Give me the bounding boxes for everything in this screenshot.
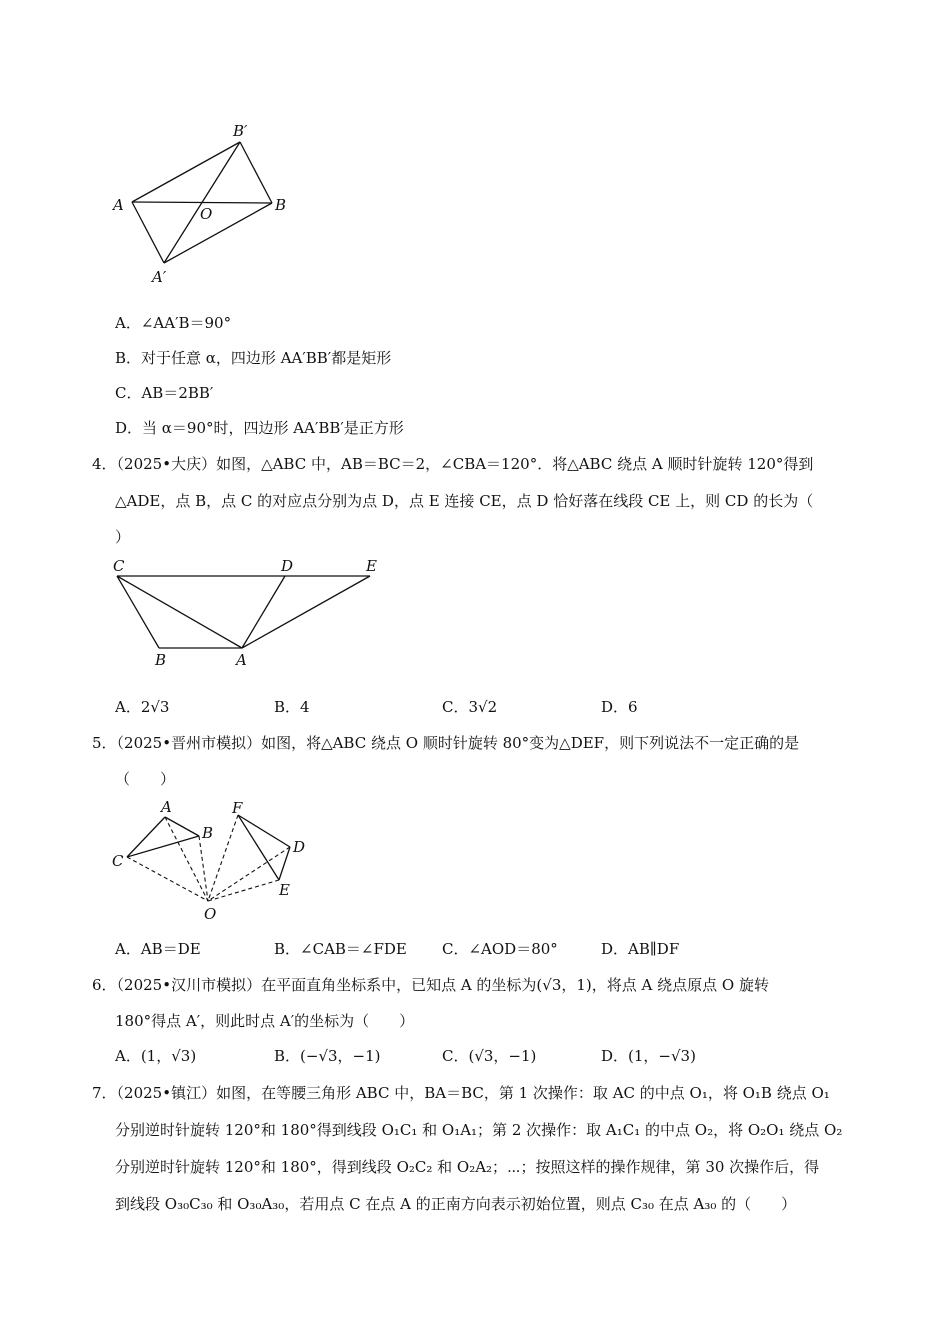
q4-line-3: ） <box>115 528 131 546</box>
q4-label-d: D <box>281 557 294 575</box>
q7-line-4: 到线段 O₃₀C₃₀ 和 O₃₀A₃₀，若用点 C 在点 A 的正南方向表示初始位置，则点 C₃₀ 在点 A₃₀ 的（ ） <box>115 1195 797 1213</box>
q4-line-2: △ADE，点 B，点 C 的对应点分别为点 D，点 E 连接 CE，点 D 恰好落在线段 CE 上，则 CD 的长为（ <box>115 492 814 510</box>
q6-option-b: B．(−√3，−1) <box>274 1047 381 1065</box>
q6-option-d: D．(1，−√3) <box>601 1047 696 1065</box>
q5-label-c: C <box>112 852 124 870</box>
q4-label-a: A <box>236 651 247 669</box>
fig1-label-a: A <box>113 196 124 214</box>
q5-label-b: B <box>202 824 214 842</box>
figure-rotation-rectangle <box>100 115 310 295</box>
q4-option-d: D．6 <box>601 698 638 716</box>
q3-option-b: B．对于任意 α，四边形 AA′BB′都是矩形 <box>115 349 392 367</box>
figure-q4-triangles <box>105 552 395 672</box>
q6-option-c: C．(√3，−1) <box>442 1047 537 1065</box>
q5-line-1: 5．（2025•晋州市模拟）如图，将△ABC 绕点 O 顺时针旋转 80°变为△DEF，则下列说法不一定正确的是 <box>92 734 800 752</box>
figure-q5-rotation <box>105 795 325 930</box>
q7-line-3: 分别逆时针旋转 120°和 180°，得到线段 O₂C₂ 和 O₂A₂；⋯；按照这样的操作规律，第 30 次操作后，得 <box>115 1158 820 1176</box>
q5-option-d: D．AB∥DF <box>601 940 680 958</box>
q5-label-d: D <box>293 838 306 856</box>
q5-option-a: A．AB＝DE <box>115 940 201 958</box>
q5-option-c: C．∠AOD＝80° <box>442 940 558 958</box>
q7-line-2: 分别逆时针旋转 120°和 180°得到线段 O₁C₁ 和 O₁A₁；第 2 次操作：取 A₁C₁ 的中点 O₂，将 O₂O₁ 绕点 O₂ <box>115 1121 843 1139</box>
q6-line-2: 180°得点 A′，则此时点 A′的坐标为（ ） <box>115 1012 415 1030</box>
q5-line-2: （ ） <box>115 770 176 788</box>
q4-label-e: E <box>366 557 377 575</box>
q5-label-f: F <box>232 799 243 817</box>
fig1-label-o: O <box>200 205 213 223</box>
q4-line-1: 4．（2025•大庆）如图，△ABC 中，AB＝BC＝2，∠CBA＝120°．将△ABC 绕点 A 顺时针旋转 120°得到 <box>92 455 814 473</box>
q4-option-a: A．2√3 <box>115 698 170 716</box>
fig1-label-bp: B′ <box>233 122 248 140</box>
q5-label-e: E <box>279 881 290 899</box>
q4-option-c: C．3√2 <box>442 698 498 716</box>
fig1-label-b: B <box>275 196 287 214</box>
q5-label-o: O <box>204 905 217 923</box>
q6-line-1: 6．（2025•汉川市模拟）在平面直角坐标系中，已知点 A 的坐标为(√3，1)，将点 A 绕点原点 O 旋转 <box>92 976 769 994</box>
q3-option-c: C．AB＝2BB′ <box>115 384 214 402</box>
q4-label-b: B <box>155 651 167 669</box>
q6-option-a: A．(1，√3) <box>115 1047 197 1065</box>
q7-line-1: 7．（2025•镇江）如图，在等腰三角形 ABC 中，BA＝BC，第 1 次操作：取 AC 的中点 O₁，将 O₁B 绕点 O₁ <box>92 1084 830 1102</box>
q4-label-c: C <box>113 557 125 575</box>
q3-option-a: A．∠AA′B＝90° <box>115 314 232 332</box>
q3-option-d: D．当 α＝90°时，四边形 AA′BB′是正方形 <box>115 419 404 437</box>
fig1-label-ap: A′ <box>152 268 167 286</box>
q4-option-b: B．4 <box>274 698 310 716</box>
q5-label-a: A <box>161 798 172 816</box>
q5-option-b: B．∠CAB＝∠FDE <box>274 940 407 958</box>
